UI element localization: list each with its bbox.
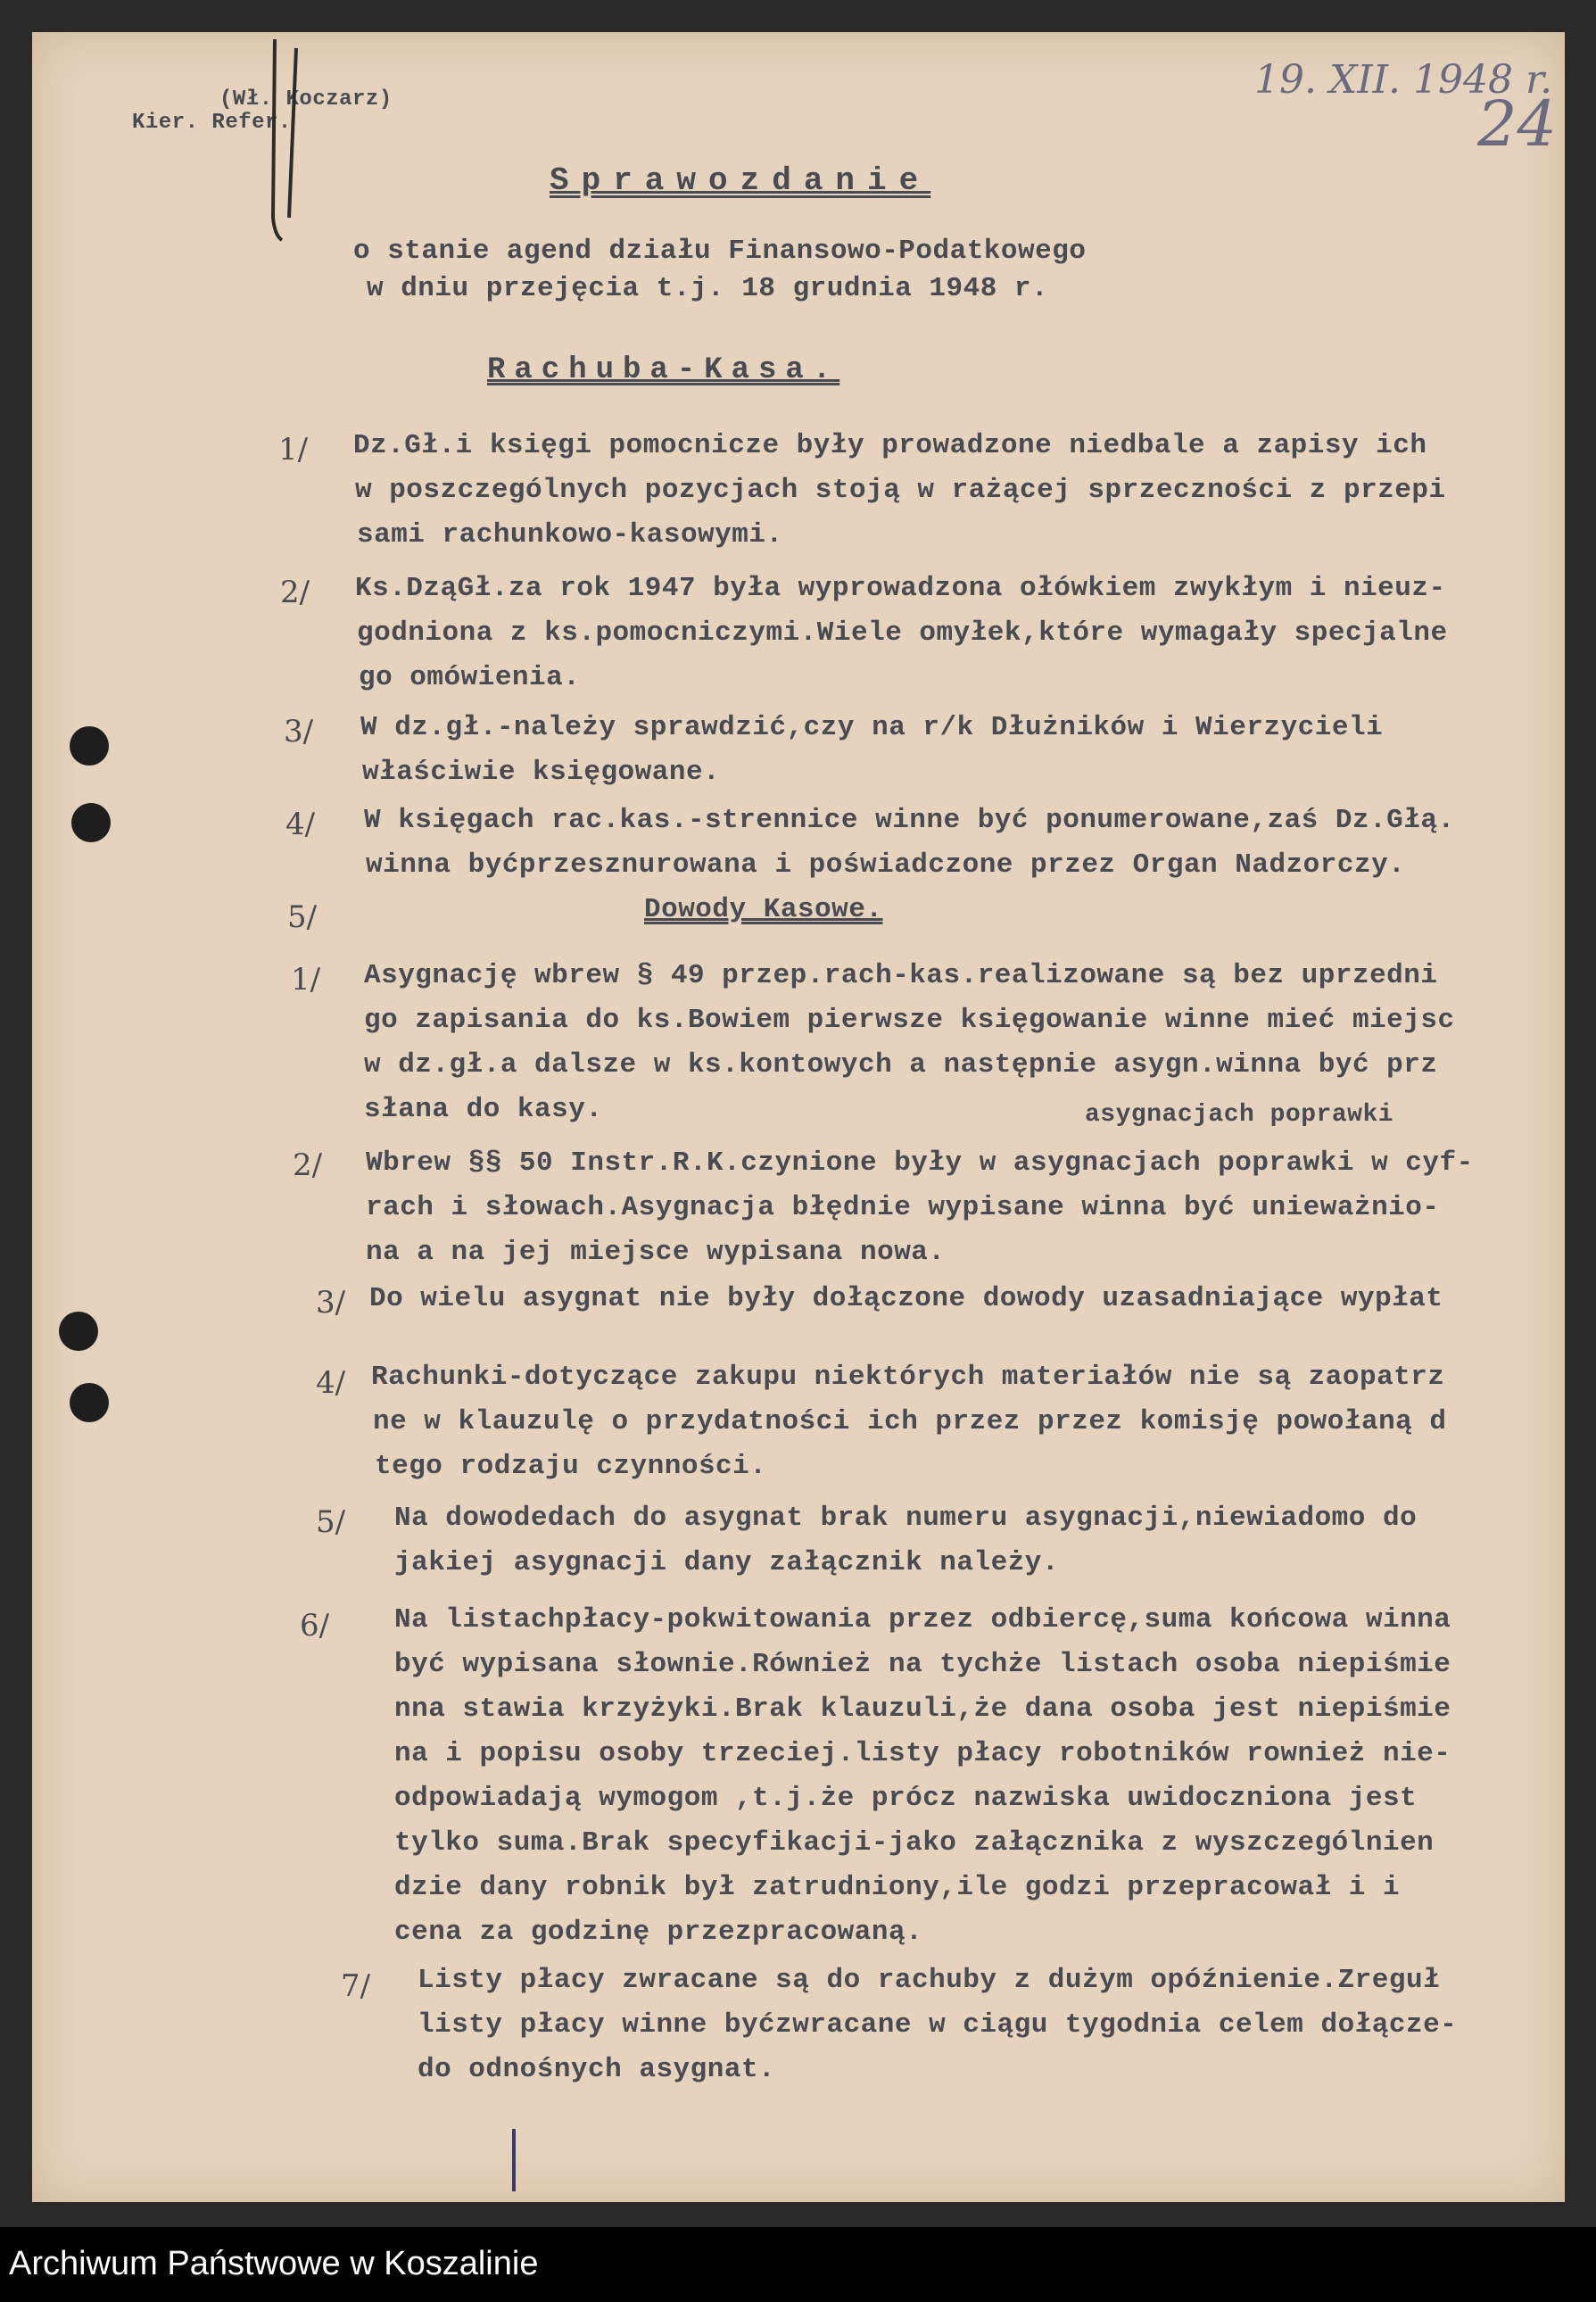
- punch-hole: [71, 803, 111, 842]
- pencil-mark: [512, 2129, 516, 2191]
- item-number: 4/: [316, 1365, 346, 1401]
- item-line: w dz.gł.a dalsze w ks.kontowych a następnie asygn.winna być prz: [364, 1049, 1438, 1081]
- item-line: ne w klauzulę o przydatności ich przez przez komisję powołaną d: [373, 1406, 1447, 1437]
- document-page: [32, 32, 1565, 2202]
- subtitle-line-2: w dniu przejęcia t.j. 18 grudnia 1948 r.: [367, 273, 1049, 304]
- item-line: W dz.gł.-należy sprawdzić,czy na r/k Dłużników i Wierzycieli: [360, 712, 1384, 743]
- item-number: 4/: [285, 807, 316, 842]
- item-line: nna stawia krzyżyki.Brak klauzuli,że dana osoba jest niepiśmie: [394, 1693, 1451, 1725]
- item-number: 5/: [316, 1504, 346, 1540]
- item-line: godniona z ks.pomocniczymi.Wiele omyłek,które wymagały specjalne: [357, 617, 1448, 649]
- item-line: Do wielu asygnat nie były dołączone dowody uzasadniające wypłat: [369, 1283, 1443, 1314]
- item-line: w poszczególnych pozycjach stoją w rażącej sprzeczności z przepi: [355, 475, 1446, 506]
- item-number: 3/: [284, 714, 314, 749]
- item-line: tylko suma.Brak specyfikacji-jako załącznika z wyszczególnien: [394, 1827, 1435, 1859]
- item-number: 7/: [341, 1968, 371, 2004]
- pencil-mark-strokes: [255, 39, 309, 244]
- item-line: tego rodzaju czynności.: [375, 1451, 767, 1482]
- item-number: 2/: [293, 1147, 323, 1183]
- item-line: Asygnację wbrew § 49 przep.rach-kas.realizowane są bez uprzedni: [364, 960, 1438, 991]
- item-line: właściwie księgowane.: [362, 757, 721, 788]
- archive-footer: [0, 2227, 1596, 2302]
- item-line: Wbrew §§ 50 Instr.R.K.czynione były w asygnacjach poprawki w cyf-: [366, 1147, 1474, 1179]
- handwritten-date: 19. XII. 1948 r.: [1254, 57, 1553, 103]
- section-number: 5/: [287, 899, 318, 935]
- punch-hole: [70, 726, 109, 766]
- item-line: go zapisania do ks.Bowiem pierwsze księgowanie winne mieć miejsc: [364, 1005, 1455, 1036]
- subtitle-line-1: o stanie agend działu Finansowo-Podatkowego: [353, 236, 1087, 267]
- item-number: 6/: [300, 1608, 330, 1644]
- item-line: na i popisu osoby trzeciej.listy płacy robotników rownież nie-: [394, 1738, 1451, 1769]
- typed-insertion: asygnacjach poprawki: [1085, 1101, 1394, 1129]
- item-line: Listy płacy zwracane są do rachuby z dużym opóźnienie.Zreguł: [418, 1965, 1441, 1996]
- item-line: cena za godzinę przezpracowaną.: [394, 1917, 923, 1948]
- page-number: 24: [1477, 87, 1558, 161]
- item-line: Dz.Gł.i księgi pomocnicze były prowadzone niedbale a zapisy ich: [353, 430, 1427, 461]
- archive-name: Archiwum Państwowe w Koszalinie: [9, 2245, 539, 2282]
- item-number: 3/: [316, 1285, 346, 1321]
- punch-hole: [59, 1312, 98, 1351]
- stamp-line-1: (Wł. Koczarz): [219, 87, 393, 112]
- item-line: jakiej asygnacji dany załącznik należy.: [394, 1547, 1060, 1578]
- section-heading-dowody: Dowody Kasowe.: [644, 894, 883, 925]
- item-line: słana do kasy.: [364, 1094, 603, 1125]
- item-number: 2/: [280, 575, 310, 610]
- punch-hole: [70, 1383, 109, 1422]
- document-title: Sprawozdanie: [550, 162, 931, 199]
- item-line: odpowiadają wymogom ,t.j.że prócz nazwiska uwidoczniona jest: [394, 1783, 1418, 1814]
- item-line: winna byćprzesznurowana i poświadczone przez Organ Nadzorczy.: [366, 849, 1406, 881]
- item-line: sami rachunkowo-kasowymi.: [357, 519, 783, 551]
- item-line: Na listachpłacy-pokwitowania przez odbiercę,suma końcowa winna: [394, 1604, 1451, 1635]
- item-line: Rachunki-dotyczące zakupu niektórych materiałów nie są zaopatrz: [371, 1362, 1445, 1393]
- item-line: Ks.DząGł.za rok 1947 była wyprowadzona ołówkiem zwykłym i nieuz-: [355, 573, 1446, 604]
- item-number: 1/: [278, 432, 309, 468]
- item-number: 1/: [291, 962, 321, 998]
- item-line: dzie dany robnik był zatrudniony,ile godzi przepracował i i: [394, 1872, 1401, 1903]
- item-line: do odnośnych asygnat.: [418, 2054, 776, 2085]
- item-line: na a na jej miejsce wypisana nowa.: [366, 1237, 946, 1268]
- item-line: być wypisana słownie.Również na tychże listach osoba niepiśmie: [394, 1649, 1451, 1680]
- item-line: W księgach rac.kas.-strennice winne być ponumerowane,zaś Dz.Głą.: [364, 805, 1455, 836]
- item-line: go omówienia.: [359, 662, 581, 693]
- item-line: Na dowodedach do asygnat brak numeru asygnacji,niewiadomo do: [394, 1503, 1418, 1534]
- item-line: listy płacy winne byćzwracane w ciągu tygodnia celem dołącze-: [418, 2009, 1458, 2041]
- section-heading-rachuba: Rachuba-Kasa.: [487, 353, 840, 387]
- item-line: rach i słowach.Asygnacja błędnie wypisane winna być unieważnio-: [366, 1192, 1440, 1223]
- stamp-line-2: Kier. Refer.: [132, 111, 292, 135]
